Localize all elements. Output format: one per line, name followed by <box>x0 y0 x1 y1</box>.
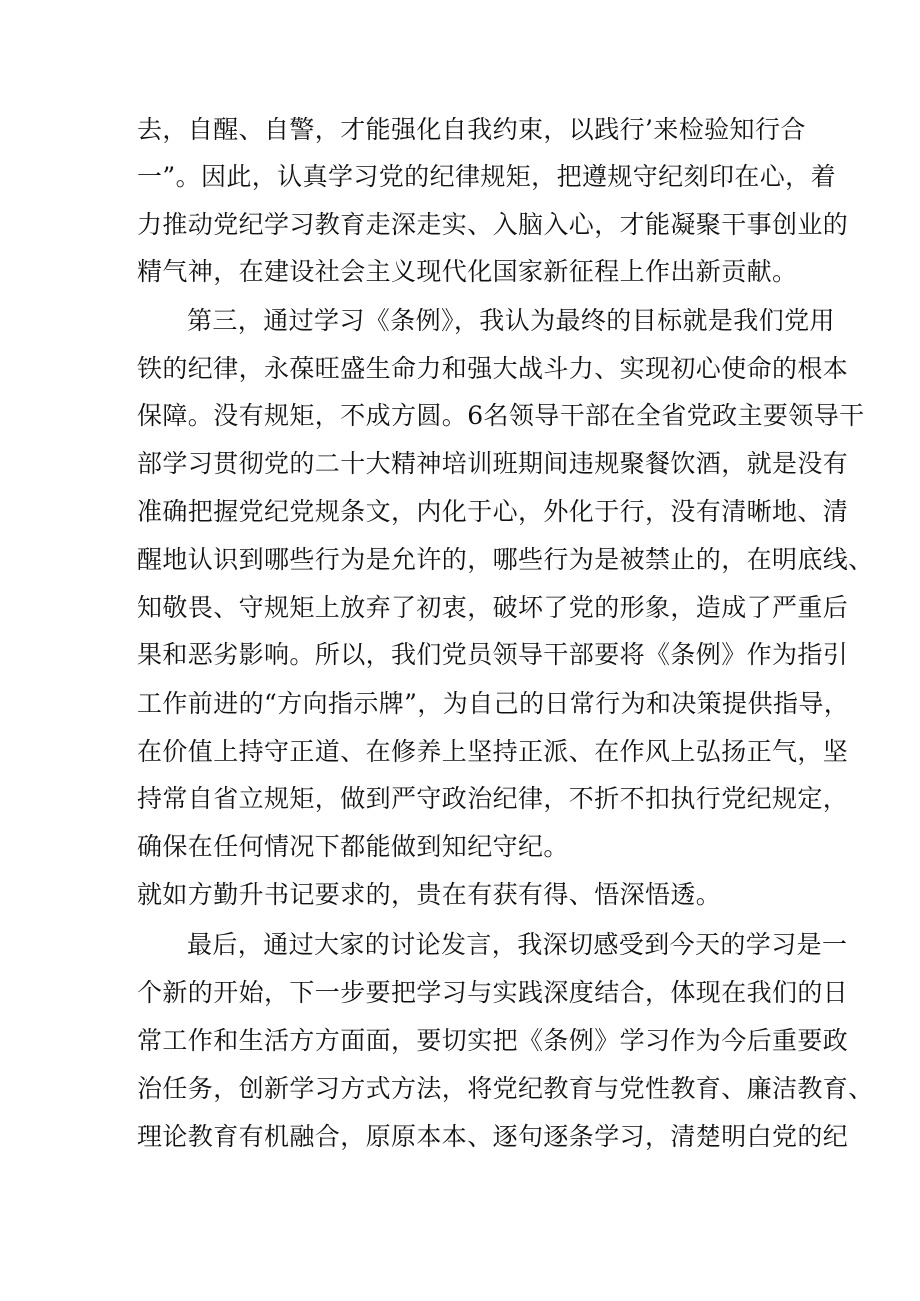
text-line: 去，自醒、自警，才能强化自我约束，以践行’来检验知行合 <box>137 115 806 144</box>
text-line: 果和恶劣影响。所以，我们党员领导干部要将《条例》作为指引 <box>137 640 849 669</box>
text-line: 铁的纪律，永葆旺盛生命力和强大战斗力、实现初心使命的根本 <box>137 354 849 383</box>
text-line: 治任务，创新学习方式方法，将党纪教育与党性教育、廉洁教育、 <box>137 1074 874 1103</box>
text-line: 力推动党纪学习教育走深走实、入脑入心，才能凝聚干事创业的 <box>137 210 849 239</box>
text-line: 精气神，在建设社会主义现代化国家新征程上作出新贡献。 <box>137 257 798 286</box>
text-line: 最后，通过大家的讨论发言，我深切感受到今天的学习是一 <box>187 930 848 959</box>
text-line: 个新的开始，下一步要把学习与实践深度结合，体现在我们的日 <box>137 978 849 1007</box>
text-line: 确保在任何情况下都能做到知纪守纪。 <box>137 832 569 861</box>
text-line: 工作前进的“方向指示牌”，为自己的日常行为和决策提供指导， <box>137 689 850 718</box>
text-line: 一”。因此，认真学习党的纪律规矩，把遵规守纪刻印在心，着 <box>137 162 836 191</box>
text-line: 第三，通过学习《条例》，我认为最终的目标就是我们党用 <box>187 306 835 335</box>
text-line: 准确把握党纪党规条文，内化于心，外化于行，没有清晰地、清 <box>137 497 849 526</box>
text-line: 部学习贯彻党的二十大精神培训班期间违规聚餐饮酒，就是没有 <box>137 449 849 478</box>
text-line: 常工作和生活方方面面，要切实把《条例》学习作为今后重要政 <box>137 1026 849 1055</box>
text-line: 在价值上持守正道、在修养上坚持正派、在作风上弘扬正气，坚 <box>137 737 849 766</box>
text-line: 保障。没有规矩，不成方圆。6名领导干部在全省党政主要领导干 <box>137 401 865 430</box>
text-line: 持常自省立规矩，做到严守政治纪律，不折不扣执行党纪规定， <box>137 784 849 813</box>
text-line: 醒地认识到哪些行为是允许的，哪些行为是被禁止的，在明底线、 <box>137 545 874 574</box>
text-line: 就如方勤升书记要求的，贵在有获有得、悟深悟透。 <box>137 880 722 909</box>
text-line: 知敬畏、守规矩上放弃了初衷，破坏了党的形象，造成了严重后 <box>137 593 849 622</box>
text-line: 理论教育有机融合，原原本本、逐句逐条学习，清楚明白党的纪 <box>137 1122 849 1151</box>
